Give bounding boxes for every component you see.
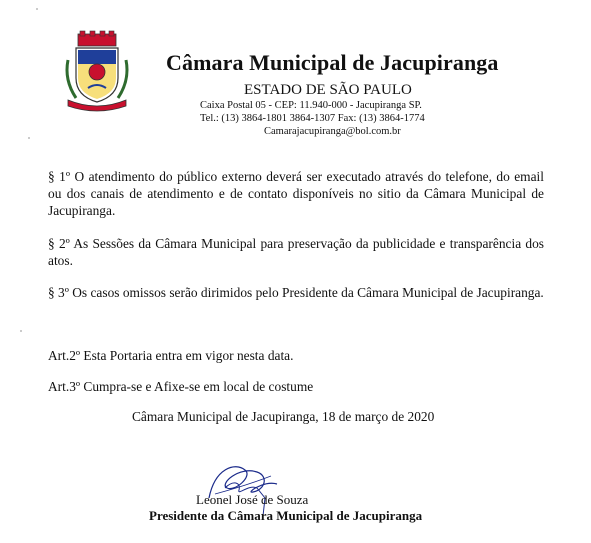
contact-email: Camarajacupiranga@bol.com.br [264,126,401,137]
contact-phone: Tel.: (13) 3864-1801 3864-1307 Fax: (13) 3864-1774 [200,113,425,124]
paragraph-2: § 2º As Sessões da Câmara Municipal para preservação da publicidade e transparência dos atos. [48,236,544,268]
paragraph-1: § 1º O atendimento do público externo deverá ser executado através do telefone, do email ou dos canais de atendimento e de contato disponíveis no sitio da Câmara Municipal de Jacupiranga. [48,169,544,218]
article-2: Art.2º Esta Portaria entra em vigor nesta data. [48,348,294,363]
scan-speck [28,137,30,139]
scan-speck [20,330,22,332]
place-and-date: Câmara Municipal de Jacupiranga, 18 de março de 2020 [132,409,435,424]
organization-name: Câmara Municipal de Jacupiranga [166,50,499,75]
state-name: ESTADO DE SÃO PAULO [244,82,412,98]
contact-address: Caixa Postal 05 - CEP: 11.940-000 - Jacupiranga SP. [200,100,422,111]
article-3: Art.3º Cumpra-se e Afixe-se em local de costume [48,379,314,394]
signer-name: Leonel José de Souza [196,492,309,507]
municipal-crest-icon [62,30,132,112]
signer-title: Presidente da Câmara Municipal de Jacupiranga [149,508,423,523]
paragraph-3: § 3º Os casos omissos serão dirimidos pelo Presidente da Câmara Municipal de Jacupiranga. [48,285,544,300]
scan-speck [36,8,38,10]
